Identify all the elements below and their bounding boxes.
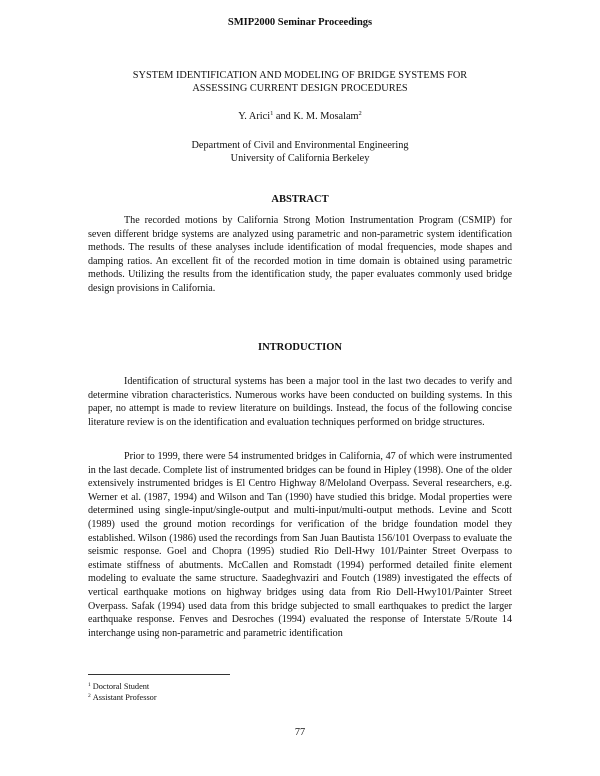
footnote-text: Assistant Professor [92, 693, 157, 702]
running-header: SMIP2000 Seminar Proceedings [227, 17, 373, 28]
footnote-text: Doctoral Student [92, 682, 150, 691]
introduction-paragraph: Identification of structural systems has been a major tool in the last two decades to verify and determine vibration characteristics. Numerous works have been conducted on building systems. In this paper, no attempt is made to review literature on buildings. Instead, the focus of the following concise literature review is on the identification and evaluation techniques performed on bridge structures. [88, 376, 512, 428]
affiliation-line: Department of Civil and Environmental Engineering [191, 140, 409, 151]
introduction-paragraph: Prior to 1999, there were 54 instrumented bridges in California, 47 of which were instrumented in the last decade. Complete list of instrumented bridges can be found in Hipley (1998). One of the older extensively instrumented bridges is El Centro Highway 8/Meloland Overpass. Several researchers, e.g. Werner et al. (1987, 1994) and Wilson and Tan (1990) have studied this bridge. Modal properties were determined using single-input/single-output and multi-input/multi-output methods. Levine and Scott (1989) used the ground motion recordings for verification of the bridge foundation model they established. Wilson (1986) used the recordings from San Juan Bautista 156/101 Overpass to evaluate the seismic response. Goel and Chopra (1995) studied Rio Dell-Hwy 101/Painter Street Overpass to estimate stiffness of abutments. McCallen and Romstadt (1994) performed detailed finite element modeling to evaluate the same structure. Saadeghvaziri and Foutch (1989) investigated the effects of vertical earthquake motions on highway bridges using data from Rio Dell-Hwy101/Painter Street Overpass. Safak (1994) used data from this bridge subjected to small earthquakes to predict the larger earthquake response. Fenves and Desroches (1994) evaluated the response of Interstate 5/Route 14 interchange using non-parametric and parametric identification [88, 451, 512, 639]
author-name: and K. M. Mosalam [273, 111, 359, 122]
abstract-heading: ABSTRACT [271, 194, 329, 205]
title-line: ASSESSING CURRENT DESIGN PROCEDURES [192, 83, 408, 95]
page-number: 77 [294, 727, 306, 738]
footnote-divider [88, 674, 230, 675]
author-name: Y. Arici [238, 111, 271, 122]
footnote-mark: 1 [88, 682, 91, 688]
footnote [88, 682, 149, 692]
footnote-mark: 2 [88, 693, 91, 699]
author-footnote-mark: 1 [270, 110, 274, 117]
introduction-heading: INTRODUCTION [257, 342, 342, 353]
abstract-text: The recorded motions by California Strong Motion Instrumentation Program (CSMIP) for seven different bridge systems are analyzed using parametric and non-parametric system identification methods. The results of these analyses include identification of modal frequencies, mode shapes and damping ratios. An excellent fit of the recorded motion in time domain is obtained using parametric methods. Utilizing the results from the identification study, the paper evaluates commonly used bridge design provisions in California. [88, 215, 512, 294]
paper-title [0, 69, 600, 95]
affiliation-line: University of California Berkeley [230, 153, 370, 165]
title-line: SYSTEM IDENTIFICATION AND MODELING OF BRIDGE SYSTEMS FOR [132, 70, 468, 81]
author-footnote-mark: 2 [358, 110, 362, 117]
authors [0, 111, 600, 122]
affiliation [0, 139, 600, 165]
footnote [88, 693, 157, 703]
